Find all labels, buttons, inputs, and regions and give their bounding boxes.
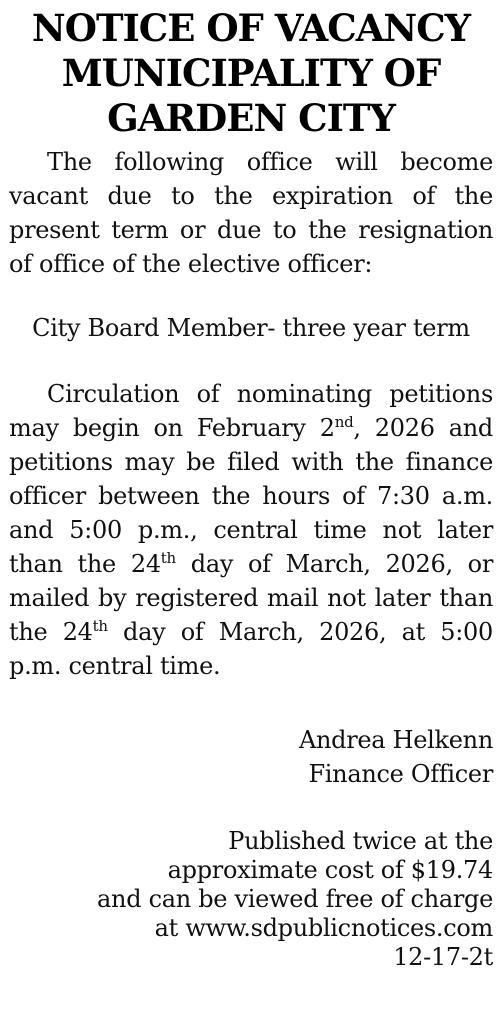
title-line-2: MUNICIPALITY OF xyxy=(61,51,441,95)
circulation-text-1: Circulation of nominating petitions may begin on February 2 xyxy=(9,380,493,442)
title-line-3: GARDEN CITY xyxy=(107,96,395,140)
ordinal-suffix-th-2: th xyxy=(92,617,108,635)
circulation-paragraph xyxy=(9,377,493,683)
publication-line-3: and can be viewed free of charge xyxy=(97,885,493,913)
publication-line-1: Published twice at the xyxy=(228,827,493,855)
office-title: City Board Member- three year term xyxy=(32,314,470,342)
title-line-1: NOTICE OF VACANCY xyxy=(31,6,471,50)
circulation-text-4: day of March, 2026, at 5:00 p.m. central time. xyxy=(9,618,493,680)
publication-line-4: at www.sdpublicnotices.com xyxy=(154,914,493,942)
circulation-text-2: , 2026 and petitions may be filed with the finance officer between the hours of 7:30 a.m. and 5:00 p.m., central time not later than the 24 xyxy=(9,414,493,578)
circulation-text-3: day of March, 2026, or mailed by registered mail not later than the 24 xyxy=(9,550,493,646)
signer-name: Andrea Helkenn xyxy=(298,726,493,754)
publication-line-2: approximate cost of $19.74 xyxy=(167,856,493,884)
publication-info xyxy=(9,827,493,972)
intro-paragraph: The following office will become vacant due to the expiration of the present term or due to the resignation of office of the elective officer: xyxy=(9,148,493,278)
ordinal-suffix-th-1: th xyxy=(160,549,176,567)
notice-title xyxy=(9,6,493,141)
signature-block xyxy=(9,723,493,791)
ordinal-suffix-nd: nd xyxy=(334,413,354,431)
publication-code: 12-17-2t xyxy=(393,943,493,971)
signer-title: Finance Officer xyxy=(308,760,493,788)
